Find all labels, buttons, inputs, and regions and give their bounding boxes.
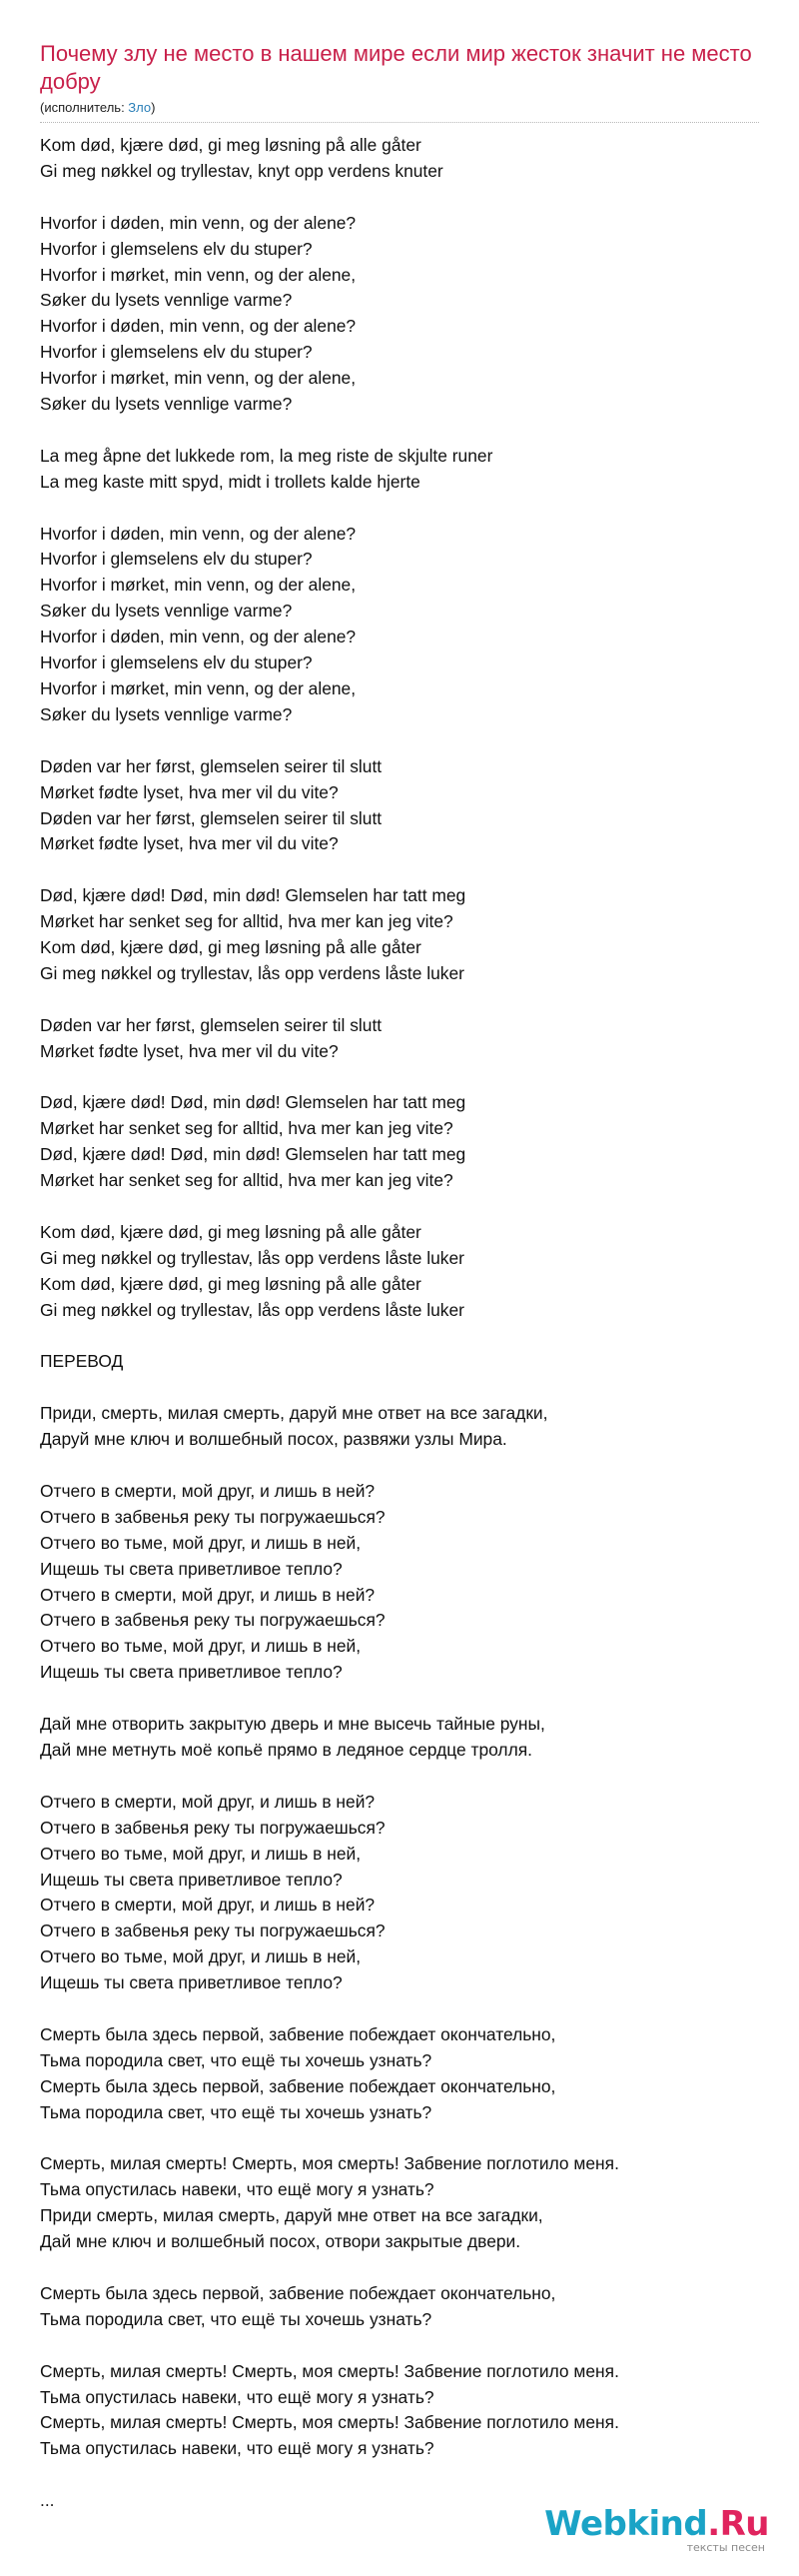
lyrics-line: Søker du lysets vennlige varme? bbox=[40, 703, 293, 724]
lyrics-line: Ищешь ты света приветливое тепло? bbox=[40, 1558, 343, 1579]
lyrics-line: Døden var her først, glemselen seirer til slutt bbox=[40, 807, 383, 828]
lyrics-stanza bbox=[40, 444, 759, 496]
performer-link[interactable]: Зло bbox=[128, 100, 152, 115]
lyrics-line: La meg kaste mitt spyd, midt i trollets kalde hjerte bbox=[40, 471, 420, 492]
lyrics-line: Hvorfor i døden, min venn, og der alene? bbox=[40, 523, 357, 544]
lyrics-line: Gi meg nøkkel og tryllestav, lås opp verdens låste luker bbox=[40, 962, 464, 983]
lyrics-stanza bbox=[40, 1790, 759, 1996]
lyrics-line: Тьма опустилась навеки, что ещё могу я узнать? bbox=[40, 2179, 434, 2200]
lyrics-line: Kom død, kjære død, gi meg løsning på alle gåter bbox=[40, 937, 421, 958]
lyrics-line: Отчего в смерти, мой друг, и лишь в ней? bbox=[40, 1791, 376, 1812]
lyrics-line: Hvorfor i mørket, min venn, og der alene, bbox=[40, 368, 357, 389]
lyrics-line: Hvorfor i døden, min venn, og der alene? bbox=[40, 212, 357, 233]
logo-web: Web bbox=[544, 2504, 627, 2544]
lyrics-stanza bbox=[40, 1090, 759, 1194]
lyrics-line: Приди, смерть, милая смерть, даруй мне ответ на все загадки, bbox=[40, 1403, 548, 1424]
lyrics-stanza bbox=[40, 2022, 759, 2126]
lyrics-line: Kom død, kjære død, gi meg løsning på alle gåter bbox=[40, 135, 421, 155]
lyrics-line: Hvorfor i døden, min venn, og der alene? bbox=[40, 316, 357, 337]
lyrics-line: Søker du lysets vennlige varme? bbox=[40, 394, 293, 415]
lyrics-line: Смерть была здесь первой, забвение побеждает окончательно, bbox=[40, 2282, 556, 2303]
lyrics-line: Смерть, милая смерть! Смерть, моя смерть! Забвение поглотило меня. bbox=[40, 2412, 619, 2433]
logo-wordmark bbox=[544, 2506, 769, 2542]
lyrics-line: Отчего в смерти, мой друг, и лишь в ней? bbox=[40, 1584, 376, 1605]
title-divider bbox=[40, 122, 759, 123]
lyrics-line: Отчего в смерти, мой друг, и лишь в ней? bbox=[40, 1895, 376, 1916]
lyrics-line: Дай мне ключ и волшебный посох, отвори закрытые двери. bbox=[40, 2231, 521, 2252]
lyrics-line: La meg åpne det lukkede rom, la meg riste de skjulte runer bbox=[40, 445, 493, 466]
lyrics-stanza bbox=[40, 1013, 759, 1065]
lyrics-line: Отчего в смерти, мой друг, и лишь в ней? bbox=[40, 1480, 376, 1501]
lyrics-stanza bbox=[40, 211, 759, 418]
lyrics-line: Hvorfor i døden, min venn, og der alene? bbox=[40, 627, 357, 647]
logo-kind: kind bbox=[626, 2504, 708, 2544]
lyrics-line: Смерть была здесь первой, забвение побеждает окончательно, bbox=[40, 2023, 556, 2044]
lyrics-line: Hvorfor i glemselens elv du stuper? bbox=[40, 652, 313, 673]
lyrics-line: Mørket fødte lyset, hva mer vil du vite? bbox=[40, 833, 339, 854]
lyrics-line: Hvorfor i glemselens elv du stuper? bbox=[40, 238, 313, 259]
lyrics-line: Отчего во тьме, мой друг, и лишь в ней, bbox=[40, 1843, 362, 1864]
lyrics-line: Дай мне метнуть моё копьё прямо в ледяное сердце тролля. bbox=[40, 1740, 532, 1760]
lyrics-line: Hvorfor i glemselens elv du stuper? bbox=[40, 342, 313, 363]
lyrics-stanza bbox=[40, 1220, 759, 1324]
lyrics-line: Дай мне отворить закрытую дверь и мне высечь тайные руны, bbox=[40, 1714, 545, 1735]
lyrics-line: Død, kjære død! Død, min død! Glemselen har tatt meg bbox=[40, 885, 466, 906]
lyrics-stanza bbox=[40, 522, 759, 728]
lyrics-line: Ищешь ты света приветливое тепло? bbox=[40, 1662, 343, 1683]
lyrics-line: Gi meg nøkkel og tryllestav, lås opp verdens låste luker bbox=[40, 1299, 464, 1320]
lyrics-line: ПЕРЕВОД bbox=[40, 1351, 124, 1372]
lyrics-line: Mørket har senket seg for alltid, hva mer kan jeg vite? bbox=[40, 1118, 453, 1139]
lyrics-stanza bbox=[40, 1712, 759, 1764]
lyrics-line: Отчего во тьме, мой друг, и лишь в ней, bbox=[40, 1532, 362, 1553]
lyrics-line: Тьма породила свет, что ещё ты хочешь узнать? bbox=[40, 2101, 432, 2122]
lyrics-line: Kom død, kjære død, gi meg løsning på alle gåter bbox=[40, 1221, 421, 1242]
lyrics-line: Død, kjære død! Død, min død! Glemselen har tatt meg bbox=[40, 1144, 466, 1165]
lyrics-stanza bbox=[40, 133, 759, 185]
lyrics-line: Даруй мне ключ и волшебный посох, развяжи узлы Мира. bbox=[40, 1429, 507, 1450]
lyrics-line: Смерть, милая смерть! Смерть, моя смерть! Забвение поглотило меня. bbox=[40, 2153, 619, 2174]
lyrics-ellipsis: ... bbox=[40, 2490, 55, 2511]
lyrics-line: Mørket har senket seg for alltid, hva mer kan jeg vite? bbox=[40, 911, 453, 932]
lyrics-line: Mørket har senket seg for alltid, hva mer kan jeg vite? bbox=[40, 1170, 453, 1191]
lyrics-stanza bbox=[40, 2151, 759, 2255]
lyrics-line: Hvorfor i mørket, min venn, og der alene, bbox=[40, 575, 357, 596]
lyrics-stanza bbox=[40, 1401, 759, 1453]
performer-prefix: (исполнитель: bbox=[40, 100, 129, 115]
lyrics-line: Død, kjære død! Død, min død! Glemselen har tatt meg bbox=[40, 1092, 466, 1113]
lyrics-stanza bbox=[40, 1349, 759, 1375]
lyrics-line: Døden var her først, glemselen seirer til slutt bbox=[40, 1014, 383, 1035]
lyrics-line: Gi meg nøkkel og tryllestav, lås opp verdens låste luker bbox=[40, 1247, 464, 1268]
lyrics-line: Отчего в забвенья реку ты погружаешься? bbox=[40, 1506, 386, 1527]
lyrics-line: Тьма породила свет, что ещё ты хочешь узнать? bbox=[40, 2049, 432, 2070]
lyrics-line: Отчего в забвенья реку ты погружаешься? bbox=[40, 1921, 386, 1941]
lyrics-stanza bbox=[40, 1479, 759, 1686]
lyrics-line: Mørket fødte lyset, hva mer vil du vite? bbox=[40, 1040, 339, 1061]
lyrics-line: Отчего в забвенья реку ты погружаешься? bbox=[40, 1817, 386, 1838]
lyrics-stanza bbox=[40, 2281, 759, 2333]
lyrics-line: Døden var her først, glemselen seirer til slutt bbox=[40, 755, 383, 776]
performer-suffix: ) bbox=[151, 100, 156, 115]
lyrics-line: Ищешь ты света приветливое тепло? bbox=[40, 1869, 343, 1890]
lyrics-line: Смерть была здесь первой, забвение побеждает окончательно, bbox=[40, 2075, 556, 2096]
lyrics-text bbox=[40, 133, 759, 2462]
page-title: Почему злу не место в нашем мире если мир жесток значит не место добру bbox=[40, 41, 752, 94]
lyrics-line: Hvorfor i mørket, min venn, og der alene, bbox=[40, 677, 357, 698]
lyrics-line: Тьма опустилась навеки, что ещё могу я узнать? bbox=[40, 2438, 434, 2459]
lyrics-line: Приди смерть, милая смерть, даруй мне ответ на все загадки, bbox=[40, 2205, 543, 2226]
lyrics-line: Søker du lysets vennlige varme? bbox=[40, 601, 293, 622]
lyrics-line: Søker du lysets vennlige varme? bbox=[40, 290, 293, 311]
logo-ru: .Ru bbox=[707, 2504, 769, 2544]
lyrics-line: Отчего в забвенья реку ты погружаешься? bbox=[40, 1610, 386, 1631]
lyrics-stanza bbox=[40, 754, 759, 858]
lyrics-line: Тьма породила свет, что ещё ты хочешь узнать? bbox=[40, 2308, 432, 2329]
lyrics-line: Hvorfor i mørket, min venn, og der alene, bbox=[40, 264, 357, 285]
lyrics-line: Mørket fødte lyset, hva mer vil du vite? bbox=[40, 781, 339, 802]
lyrics-line: Смерть, милая смерть! Смерть, моя смерть! Забвение поглотило меня. bbox=[40, 2360, 619, 2381]
lyrics-stanza bbox=[40, 883, 759, 987]
lyrics-line: Ищешь ты света приветливое тепло? bbox=[40, 1972, 343, 1993]
lyrics-line: Kom død, kjære død, gi meg løsning på alle gåter bbox=[40, 1273, 421, 1294]
webkind-logo[interactable] bbox=[544, 2506, 769, 2554]
lyrics-line: Тьма опустилась навеки, что ещё могу я узнать? bbox=[40, 2386, 434, 2407]
logo-tagline: тексты песен bbox=[686, 2541, 765, 2554]
lyrics-page bbox=[40, 40, 759, 2514]
lyrics-line: Hvorfor i glemselens elv du stuper? bbox=[40, 549, 313, 570]
lyrics-line: Gi meg nøkkel og tryllestav, knyt opp verdens knuter bbox=[40, 160, 443, 181]
lyrics-stanza bbox=[40, 2359, 759, 2463]
performer-line bbox=[40, 100, 759, 116]
lyrics-line: Отчего во тьме, мой друг, и лишь в ней, bbox=[40, 1636, 362, 1657]
lyrics-line: Отчего во тьме, мой друг, и лишь в ней, bbox=[40, 1946, 362, 1967]
